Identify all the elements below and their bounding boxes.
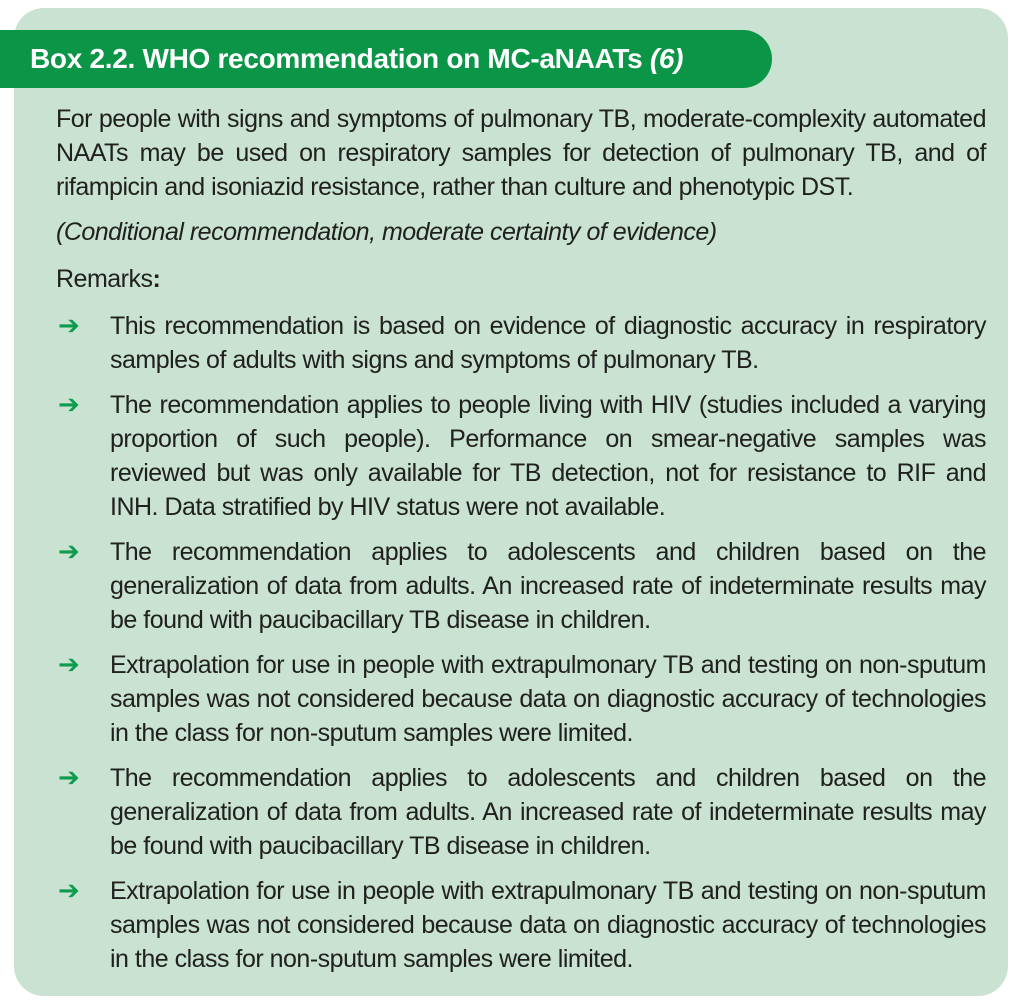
list-item bbox=[56, 761, 986, 863]
arrow-bullet-icon: ➔ bbox=[58, 390, 80, 420]
remarks-colon: : bbox=[152, 265, 161, 293]
list-item-text: Extrapolation for use in people with extrapulmonary TB and testing on non-sputum samples was not considered because data on diagnostic accuracy of technologies in the class for non-sputum samples were limited. bbox=[110, 651, 986, 747]
list-item-text: This recommendation is based on evidence of diagnostic accuracy in respiratory samples of adults with signs and symptoms of pulmonary TB. bbox=[110, 312, 986, 374]
arrow-bullet-icon: ➔ bbox=[58, 311, 80, 341]
box-title-reference: (6) bbox=[642, 43, 684, 74]
list-item bbox=[56, 309, 986, 377]
list-item bbox=[56, 874, 986, 976]
box-title-main: Box 2.2. WHO recommendation on MC-aNAATs bbox=[30, 43, 643, 74]
list-item bbox=[56, 648, 986, 750]
arrow-bullet-icon: ➔ bbox=[58, 876, 80, 906]
box-content bbox=[56, 102, 986, 987]
list-item-text: The recommendation applies to people living with HIV (studies included a varying proportion of such people). Performance on smear-negative samples was reviewed but was only available for TB detection, not for resistance to RIF and INH. Data stratified by HIV status were not available. bbox=[110, 391, 986, 521]
list-item bbox=[56, 535, 986, 637]
arrow-bullet-icon: ➔ bbox=[58, 650, 80, 680]
list-item bbox=[56, 388, 986, 524]
remarks-word: Remarks bbox=[56, 265, 153, 293]
remarks-list bbox=[56, 309, 986, 976]
box-title bbox=[30, 43, 683, 75]
recommendation-text: For people with signs and symptoms of pulmonary TB, moderate-complexity automated NAATs may be used on respiratory samples for detection of pulmonary TB, and of rifampicin and isoniazid resistance, rather than culture and phenotypic DST. bbox=[56, 105, 986, 201]
arrow-bullet-icon: ➔ bbox=[58, 537, 80, 567]
list-item-text: The recommendation applies to adolescents and children based on the generalization of data from adults. An increased rate of indeterminate results may be found with paucibacillary TB disease in children. bbox=[110, 764, 986, 860]
certainty-statement: (Conditional recommendation, moderate certainty of evidence) bbox=[56, 218, 717, 246]
list-item-text: Extrapolation for use in people with extrapulmonary TB and testing on non-sputum samples was not considered because data on diagnostic accuracy of technologies in the class for non-sputum samples were limited. bbox=[110, 877, 986, 973]
box-header-bar bbox=[0, 30, 772, 88]
list-item-text: The recommendation applies to adolescents and children based on the generalization of data from adults. An increased rate of indeterminate results may be found with paucibacillary TB disease in children. bbox=[110, 538, 986, 634]
remarks-heading bbox=[56, 262, 986, 296]
arrow-bullet-icon: ➔ bbox=[58, 763, 80, 793]
